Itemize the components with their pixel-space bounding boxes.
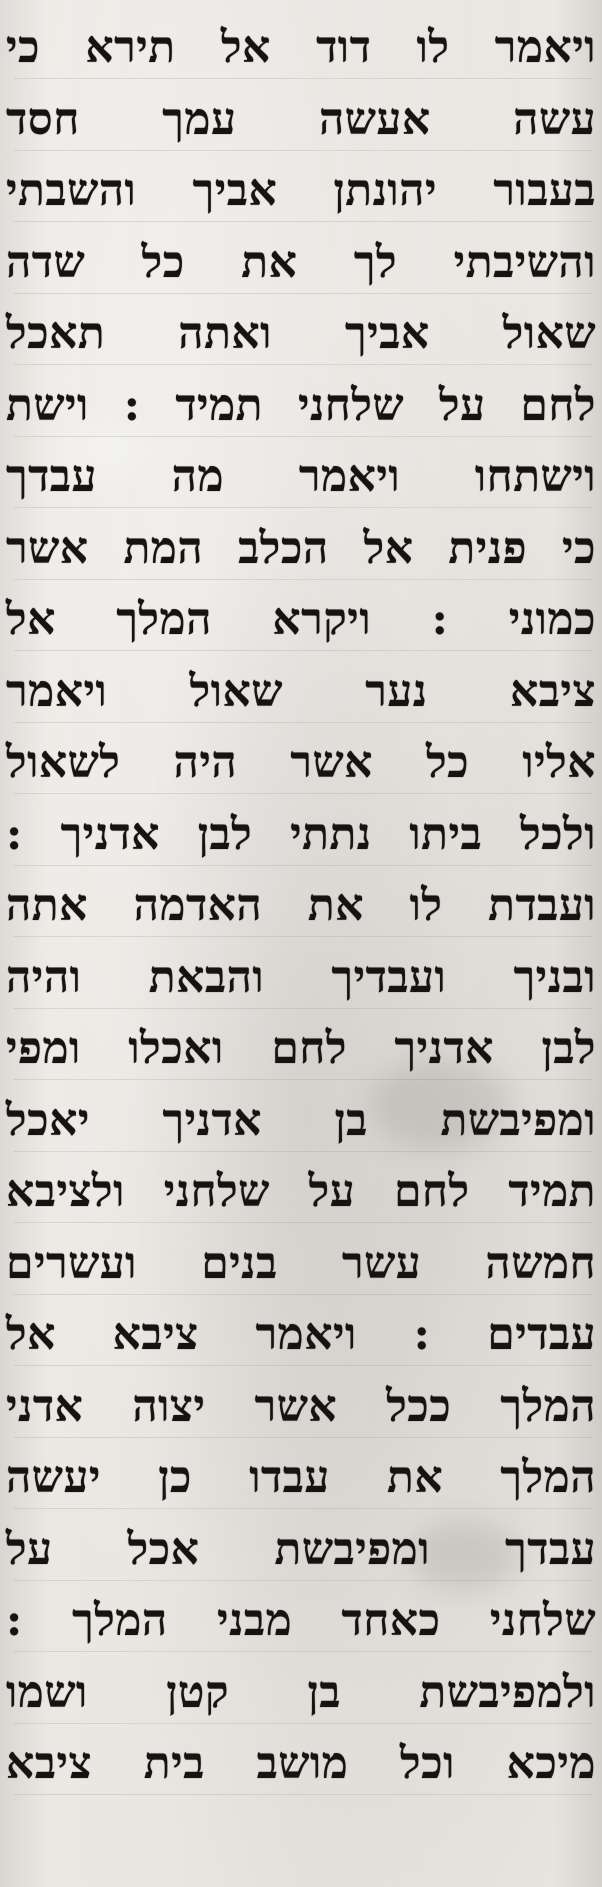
text-line-6: לחם על שלחני תמיד : וישת [6, 379, 596, 431]
text-line-23: שלחני כאחד מבני המלך : [6, 1595, 596, 1646]
text-line-1: ויאמר לו דוד אל תירא כי [6, 22, 596, 73]
text-line-7: וישתחו ויאמר מה עבדך [6, 451, 596, 502]
text-line-15: לבן אדניך לחם ואכלו ומפי [6, 1023, 596, 1074]
text-column [6, 12, 596, 1800]
text-line-21: המלך את עבדו כן יעשה [6, 1452, 596, 1503]
text-line-17: תמיד לחם על שלחני ולציבא [6, 1166, 596, 1217]
text-line-14: ובניך ועבדיך והבאת והיה [6, 951, 596, 1003]
text-line-18: חמשה עשר בנים ועשרים [6, 1237, 596, 1289]
text-line-20: המלך ככל אשר יצוה אדני [6, 1380, 596, 1432]
text-line-13: ועבדת לו את האדמה אתה [6, 880, 596, 931]
text-line-24: ולמפיבשת בן קטן ושמו [6, 1666, 596, 1718]
text-line-22: עבדך ומפיבשת אכל על [6, 1523, 596, 1575]
text-line-11: אליו כל אשר היה לשאול [6, 737, 596, 788]
text-line-4: והשיבתי לך את כל שדה [6, 236, 596, 288]
text-line-9: כמוני : ויקרא המלך אל [6, 594, 596, 645]
text-line-16: ומפיבשת בן אדניך יאכל [6, 1094, 596, 1146]
text-line-12: ולכל ביתו נתתי לבן אדניך : [6, 808, 596, 860]
text-line-10: ציבא נער שאול ויאמר [6, 665, 596, 717]
text-line-3: בעבור יהונתן אביך והשבתי [6, 165, 596, 216]
text-line-2: עשה אעשה עמך חסד [6, 93, 596, 145]
text-line-8: כי פנית אל הכלב המת אשר [6, 522, 596, 574]
text-line-25: מיכא וכל מושב בית ציבא [6, 1738, 596, 1789]
text-line-19: עבדים : ויאמר ציבא אל [6, 1309, 596, 1360]
text-line-5: שאול אביך ואתה תאכל [6, 308, 596, 359]
